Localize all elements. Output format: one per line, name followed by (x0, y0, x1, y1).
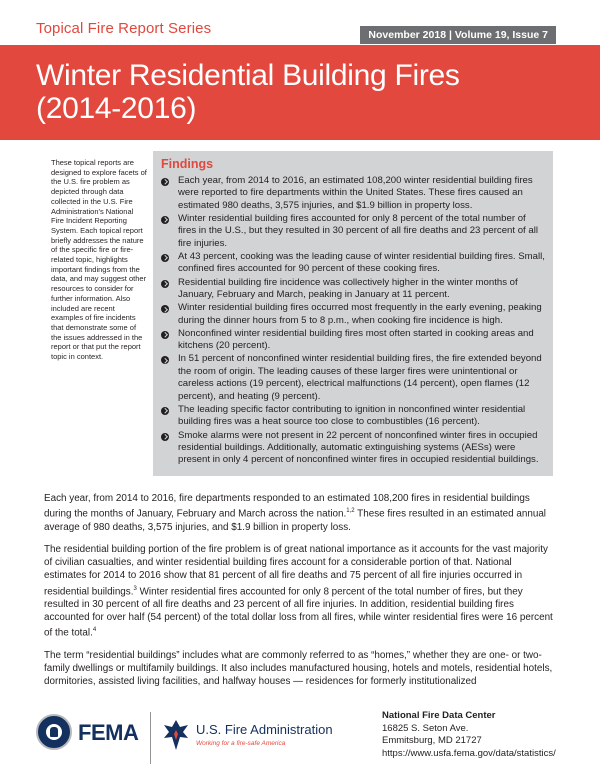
footer-divider (150, 712, 151, 764)
finding-item: The leading specific factor contributing to ignition in nonconfined winter residential building fires was a heat source too close to combustibles (16 percent). (161, 404, 545, 429)
findings-list (161, 175, 545, 467)
address-line-2: Emmitsburg, MD 21727 (382, 735, 482, 746)
body-paragraph-1: Each year, from 2014 to 2016, fire departments responded to an estimated 108,200 fires in residential buildings during the months of January, February and March across the nation.$^{1,2}$ These fires resulted in an estimated annual average of 980 deaths, 3,575 injuries, and $1.9 billion in property loss. (44, 493, 547, 533)
chevron-bullet-icon (161, 433, 169, 441)
report-series-label: Topical Fire Report Series (36, 20, 212, 37)
chevron-bullet-icon (161, 280, 169, 288)
title-line-2: (2014-2016) (36, 92, 197, 125)
chevron-bullet-icon (161, 331, 169, 339)
fema-logo: FEMA (78, 720, 139, 745)
finding-item: Residential building fire incidence was collectively higher in the winter months of January, February and March, peaking in January at 11 percent. (161, 277, 545, 302)
footnote-ref[interactable]: 1,2 (346, 508, 355, 515)
finding-item: Winter residential building fires occurred most frequently in the early evening, peaking during the dinner hours from 5 to 8 p.m., when cooking fire incidence is high. (161, 302, 545, 327)
body-paragraph-3: The term “residential buildings” includes what are commonly referred to as “homes,” whether they are one- or two-family dwellings or multifamily buildings. It also includes manufactured housing, hotels and motels, residential hotels, dormitories, assisted living facilities, and halfway houses — residences for formerly institutionalized (44, 649, 553, 688)
chevron-bullet-icon (161, 254, 169, 262)
dhs-seal-icon (36, 714, 72, 750)
finding-item: Nonconfined winter residential building fires most often started in cooking areas and kitchens (20 percent). (161, 328, 545, 353)
chevron-bullet-icon (161, 305, 169, 313)
findings-title: Findings (161, 157, 214, 171)
statistics-link[interactable]: https://www.usfa.fema.gov/data/statistics/ (382, 747, 556, 759)
nfdc-title: National Fire Data Center (382, 710, 496, 721)
body-paragraph-2: The residential building portion of the fire problem is of great national importance as it accounts for the vast majority of civilian casualties, and winter residential building fires account for a considerable portion of that. National estimates for 2014 to 2016 show that 81 percent of all fire deaths and 75 percent of all fire injuries occurred in residential buildings.$^3$ Winter residential fires accounted for only 8 percent of the total number of fires, but they resulted in 30 percent of all fire deaths and 23 percent of all fire injuries. In addition, residential building fires accounted for over half (54 percent) of the total dollar loss from all fires, while winter residential fires were 16 percent of the total.$^4$ (44, 543, 553, 639)
findings-box (153, 151, 553, 476)
usfa-eagle-icon (162, 718, 190, 752)
page-title (36, 59, 460, 125)
sidebar-description: These topical reports are designed to explore facets of the U.S. fire problem as depicted through data collected in the U.S. Fire Administration's National Fire Incident Reporting System. Each topical report briefly addresses the nature of the specific fire or fire-related topic, highlights important findings from the data, and may suggest other resources to consider for further information. Also included are recent examples of fire incidents that demonstrate some of the issues addressed in the report or that put the report topic in context. (51, 158, 147, 362)
finding-item: Winter residential building fires accounted for only 8 percent of the total number of fires in the U.S., but they resulted in 30 percent of all fire deaths and 23 percent of all fire injuries. (161, 213, 545, 250)
usfa-tagline: Working for a fire-safe America (196, 740, 286, 747)
finding-item: At 43 percent, cooking was the leading cause of winter residential building fires. Small, confined fires accounted for 90 percent of these cooking fires. (161, 251, 545, 276)
address-line-1: 16825 S. Seton Ave. (382, 722, 469, 734)
chevron-bullet-icon (161, 356, 169, 364)
issue-badge: November 2018 | Volume 19, Issue 7 (360, 26, 556, 44)
finding-item: In 51 percent of nonconfined winter residential building fires, the fire extended beyond the room of origin. The leading causes of these larger fires were unintentional or careless actions (19 percent), electrical malfunctions (14 percent), open flames (12 percent), and heating (9 percent). (161, 353, 545, 403)
report-body (44, 492, 556, 698)
usfa-name: U.S. Fire Administration (196, 722, 333, 737)
chevron-bullet-icon (161, 407, 169, 415)
title-banner (0, 45, 600, 140)
finding-item: Each year, from 2014 to 2016, an estimated 108,200 winter residential building fires were reported to fire departments within the United States. These fires caused an estimated 980 deaths, 3,575 injuries, and $1.9 billion in property loss. (161, 175, 545, 212)
chevron-bullet-icon (161, 178, 169, 186)
chevron-bullet-icon (161, 216, 169, 224)
finding-item: Smoke alarms were not present in 22 percent of nonconfined winter fires in occupied residential buildings. Additionally, automatic extinguishing systems (AESs) were present in only 4 percent of nonconfined winter fires in occupied residential buildings. (161, 430, 545, 467)
contact-block (382, 710, 556, 760)
title-line-1: Winter Residential Building Fires (36, 59, 460, 92)
footnote-ref[interactable]: 4 (92, 627, 97, 634)
footer (0, 700, 600, 776)
footnote-ref[interactable]: 3 (133, 585, 137, 592)
